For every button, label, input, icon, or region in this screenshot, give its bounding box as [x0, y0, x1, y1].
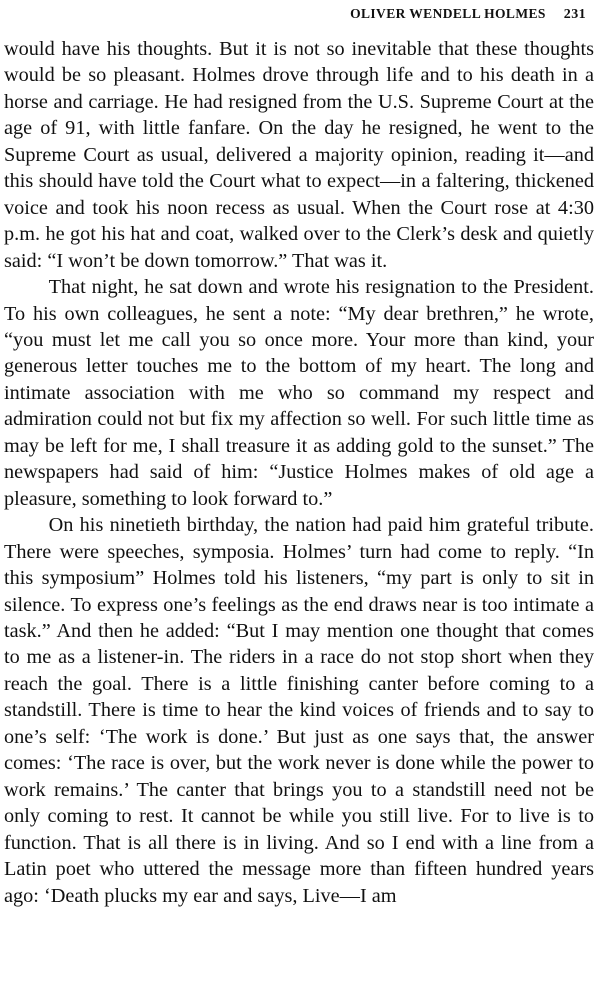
- paragraph-3: On his ninetieth birthday, the nation had paid him grateful tribute. There were speeches, symposia. Holmes’ turn had come to reply. “In this symposium” Holmes told his listeners, “my part is only to sit in silence. To express one’s feelings as the end draws near is too intimate a task.” And then he added: “But I may mention one thought that comes to me as a listener-in. The riders in a race do not stop short when they reach the goal. There is a little finishing canter before coming to a standstill. There is time to hear the kind voices of friends and to say to one’s self: ‘The work is done.’ But just as one says that, the answer comes: ‘The race is over, but the work never is done while the power to work remains.’ The canter that brings you to a standstill need not be only coming to rest. It cannot be while you still live. For to live is to function. That is all there is in living. And so I end with a line from a Latin poet who uttered the message more than fifteen hundred years ago: ‘Death plucks my ear and says, Live—I am: [4, 514, 594, 907]
- paragraph-1: would have his thoughts. But it is not so inevitable that these thoughts would be so pleasant. Holmes drove through life and to his death in a horse and carriage. He had resigned from the U.S. Supreme Court at the age of 91, with little fanfare. On the day he resigned, he went to the Supreme Court as usual, delivered a majority opinion, reading it—and this should have told the Court what to expect—in a faltering, thickened voice and took his noon recess as usual. When the Court rose at 4:30 p.m. he got his hat and coat, walked over to the Clerk’s desk and quietly said: “I won’t be down tomorrow.” That was it.: [4, 38, 594, 272]
- page-number: 231: [563, 7, 586, 22]
- body-text: [4, 36, 594, 909]
- running-header: [350, 6, 586, 26]
- paragraph-2: That night, he sat down and wrote his resignation to the President. To his own colleagues, he sent a note: “My dear brethren,” he wrote, “you must let me call you so once more. Your more than kind, your generous letter touches me to the bottom of my heart. The long and intimate association with me who so command my respect and admiration could not but fix my affection so well. For such little time as may be left for me, I shall treasure it as adding gold to the sunset.” The newspapers had said of him: “Justice Holmes makes of old age a pleasure, something to look forward to.”: [4, 276, 594, 510]
- running-title: OLIVER WENDELL HOLMES: [350, 6, 546, 21]
